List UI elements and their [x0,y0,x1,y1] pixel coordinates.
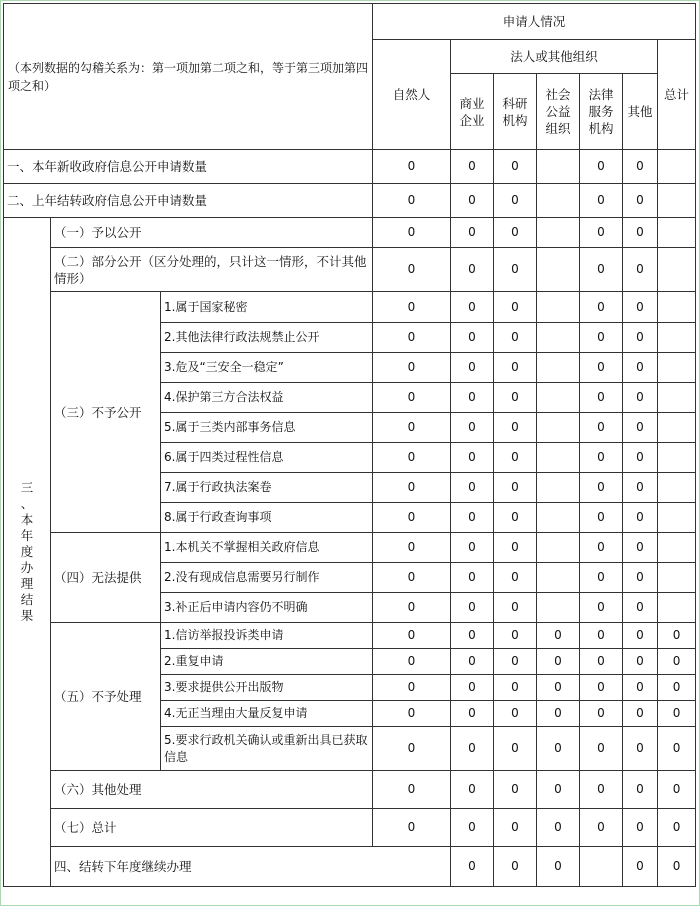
cell: 0 [494,413,537,443]
cell: 0 [494,503,537,533]
table-row [4,533,696,563]
cell: 0 [373,727,451,771]
cell: 0 [658,727,696,771]
cell [658,150,696,184]
cell: 0 [494,771,537,809]
cell: 0 [537,701,580,727]
cell: 0 [623,623,658,649]
cell [537,323,580,353]
cell [658,353,696,383]
cell: 0 [451,413,494,443]
cell: 0 [623,413,658,443]
group-label: （三）不予公开 [51,292,161,533]
cell: 0 [451,593,494,623]
table-row [4,847,696,887]
cell: 0 [451,675,494,701]
cell: 0 [537,649,580,675]
cell: 0 [494,323,537,353]
cell: 0 [494,218,537,248]
cell [537,184,580,218]
table-row [4,623,696,649]
row-label: 四、结转下年度继续办理 [51,847,451,887]
cell: 0 [451,248,494,292]
research-header: 科研机构 [494,74,537,150]
cell [537,248,580,292]
cell: 0 [494,533,537,563]
cell: 0 [494,727,537,771]
cell [658,593,696,623]
cell: 0 [451,150,494,184]
cell [537,383,580,413]
cell: 0 [623,809,658,847]
row-label: 3.要求提供公开出版物 [161,675,373,701]
cell: 0 [494,809,537,847]
cell: 0 [451,649,494,675]
group-label: （五）不予处理 [51,623,161,771]
cell: 0 [623,701,658,727]
cell [537,503,580,533]
cell: 0 [580,184,623,218]
cell [658,184,696,218]
cell: 0 [580,649,623,675]
cell [658,292,696,323]
cell: 0 [658,675,696,701]
cell: 0 [623,771,658,809]
cell: 0 [623,443,658,473]
cell: 0 [494,593,537,623]
cell: 0 [658,623,696,649]
cell: 0 [451,383,494,413]
cell [537,218,580,248]
cell [537,593,580,623]
other-header: 其他 [623,74,658,150]
cell: 0 [623,473,658,503]
cell: 0 [580,533,623,563]
row-label: 一、本年新收政府信息公开申请数量 [4,150,373,184]
cell: 0 [580,413,623,443]
cell: 0 [451,184,494,218]
cell: 0 [580,809,623,847]
cell: 0 [623,847,658,887]
row-label: （六）其他处理 [51,771,373,809]
applicant-header: 申请人情况 [373,4,696,40]
cell [537,150,580,184]
cell: 0 [494,150,537,184]
row-label: 1.本机关不掌握相关政府信息 [161,533,373,563]
cell: 0 [658,649,696,675]
cell: 0 [580,473,623,503]
row-label: 8.属于行政查询事项 [161,503,373,533]
table-row [4,809,696,847]
cell: 0 [623,503,658,533]
cell: 0 [451,623,494,649]
cell: 0 [451,563,494,593]
total-header: 总计 [658,40,696,150]
cell: 0 [658,847,696,887]
cell: 0 [451,727,494,771]
cell: 0 [537,847,580,887]
cell: 0 [451,701,494,727]
cell: 0 [494,701,537,727]
table-row [4,150,696,184]
row-label: （二）部分公开（区分处理的，只计这一情形，不计其他情形） [51,248,373,292]
cell: 0 [580,443,623,473]
cell [537,413,580,443]
cell: 0 [537,623,580,649]
row-label: 5.属于三类内部事务信息 [161,413,373,443]
row-label: 1.属于国家秘密 [161,292,373,323]
cell: 0 [373,443,451,473]
cell: 0 [623,248,658,292]
cell: 0 [580,623,623,649]
cell: 0 [537,675,580,701]
cell: 0 [658,701,696,727]
cell [537,353,580,383]
cell: 0 [658,809,696,847]
cell: 0 [580,292,623,323]
cell: 0 [580,503,623,533]
cell: 0 [580,353,623,383]
row-label: 7.属于行政执法案卷 [161,473,373,503]
cell: 0 [580,218,623,248]
cell: 0 [373,473,451,503]
legal-service-header: 法律服务机构 [580,74,623,150]
cell: 0 [451,809,494,847]
cell: 0 [494,623,537,649]
cell: 0 [373,184,451,218]
cell [658,473,696,503]
table-row [4,771,696,809]
row-label: 3.补正后申请内容仍不明确 [161,593,373,623]
cell [658,248,696,292]
cell: 0 [623,323,658,353]
row-label: 2.其他法律行政法规禁止公开 [161,323,373,353]
cell: 0 [623,563,658,593]
cell: 0 [494,847,537,887]
cell: 0 [451,473,494,503]
cell: 0 [623,292,658,323]
cell: 0 [373,503,451,533]
row-label: 1.信访举报投诉类申请 [161,623,373,649]
cell: 0 [537,727,580,771]
commercial-header: 商业企业 [451,74,494,150]
cell: 0 [451,533,494,563]
row-label: 4.保护第三方合法权益 [161,383,373,413]
table-row [4,184,696,218]
cell [537,443,580,473]
cell: 0 [580,727,623,771]
table-row [4,292,696,323]
cell: 0 [623,593,658,623]
cell: 0 [373,623,451,649]
cell: 0 [623,150,658,184]
cell: 0 [373,218,451,248]
cell: 0 [451,503,494,533]
cell: 0 [494,473,537,503]
row-label: 二、上年结转政府信息公开申请数量 [4,184,373,218]
cell: 0 [623,383,658,413]
cell: 0 [623,218,658,248]
row-label: 6.属于四类过程性信息 [161,443,373,473]
cell: 0 [494,675,537,701]
cell [658,443,696,473]
cell [658,383,696,413]
cell [537,473,580,503]
cell: 0 [451,218,494,248]
cell: 0 [623,353,658,383]
cell: 0 [580,150,623,184]
cell: 0 [373,292,451,323]
public-welfare-header: 社会公益组织 [537,74,580,150]
cell [537,292,580,323]
cell: 0 [373,771,451,809]
cell [580,847,623,887]
cell: 0 [494,649,537,675]
cell [658,563,696,593]
cell: 0 [623,727,658,771]
row-label: （一）予以公开 [51,218,373,248]
cell: 0 [373,701,451,727]
cell: 0 [373,809,451,847]
cell: 0 [373,150,451,184]
cell: 0 [451,323,494,353]
row-label: 2.没有现成信息需要另行制作 [161,563,373,593]
cell: 0 [373,413,451,443]
cell: 0 [494,184,537,218]
section3-label: 三、本年度办理结果 [4,218,51,887]
cell: 0 [373,248,451,292]
cell [658,218,696,248]
cell: 0 [580,383,623,413]
cell: 0 [658,771,696,809]
cell: 0 [373,593,451,623]
cell: 0 [494,292,537,323]
cell: 0 [537,809,580,847]
cell: 0 [580,771,623,809]
cell: 0 [580,323,623,353]
cell [658,413,696,443]
cell: 0 [373,675,451,701]
cell: 0 [537,771,580,809]
cell [658,323,696,353]
cell [537,533,580,563]
table-row [4,218,696,248]
row-label: 3.危及“三安全一稳定” [161,353,373,383]
cell: 0 [373,533,451,563]
cell: 0 [623,184,658,218]
cell: 0 [580,563,623,593]
cell: 0 [494,383,537,413]
table-row [4,248,696,292]
cell: 0 [580,675,623,701]
relation-note: （本列数据的勾稽关系为：第一项加第二项之和，等于第三项加第四项之和） [4,4,373,150]
cell: 0 [451,353,494,383]
cell: 0 [494,248,537,292]
cell: 0 [494,563,537,593]
cell: 0 [373,353,451,383]
cell: 0 [494,443,537,473]
natural-person-header: 自然人 [373,40,451,150]
cell: 0 [373,323,451,353]
cell: 0 [451,847,494,887]
row-label: （七）总计 [51,809,373,847]
cell: 0 [373,649,451,675]
cell [658,503,696,533]
group-label: （四）无法提供 [51,533,161,623]
legal-group-header: 法人或其他组织 [451,40,658,74]
cell [537,563,580,593]
cell: 0 [580,248,623,292]
row-label: 2.重复申请 [161,649,373,675]
cell: 0 [623,675,658,701]
cell: 0 [451,443,494,473]
application-stats-table [3,3,696,887]
cell: 0 [623,533,658,563]
cell: 0 [580,701,623,727]
cell: 0 [494,353,537,383]
row-label: 5.要求行政机关确认或重新出具已获取信息 [161,727,373,771]
row-label: 4.无正当理由大量反复申请 [161,701,373,727]
cell: 0 [373,383,451,413]
cell: 0 [623,649,658,675]
cell [658,533,696,563]
cell: 0 [451,292,494,323]
cell: 0 [451,771,494,809]
cell: 0 [580,593,623,623]
cell: 0 [373,563,451,593]
